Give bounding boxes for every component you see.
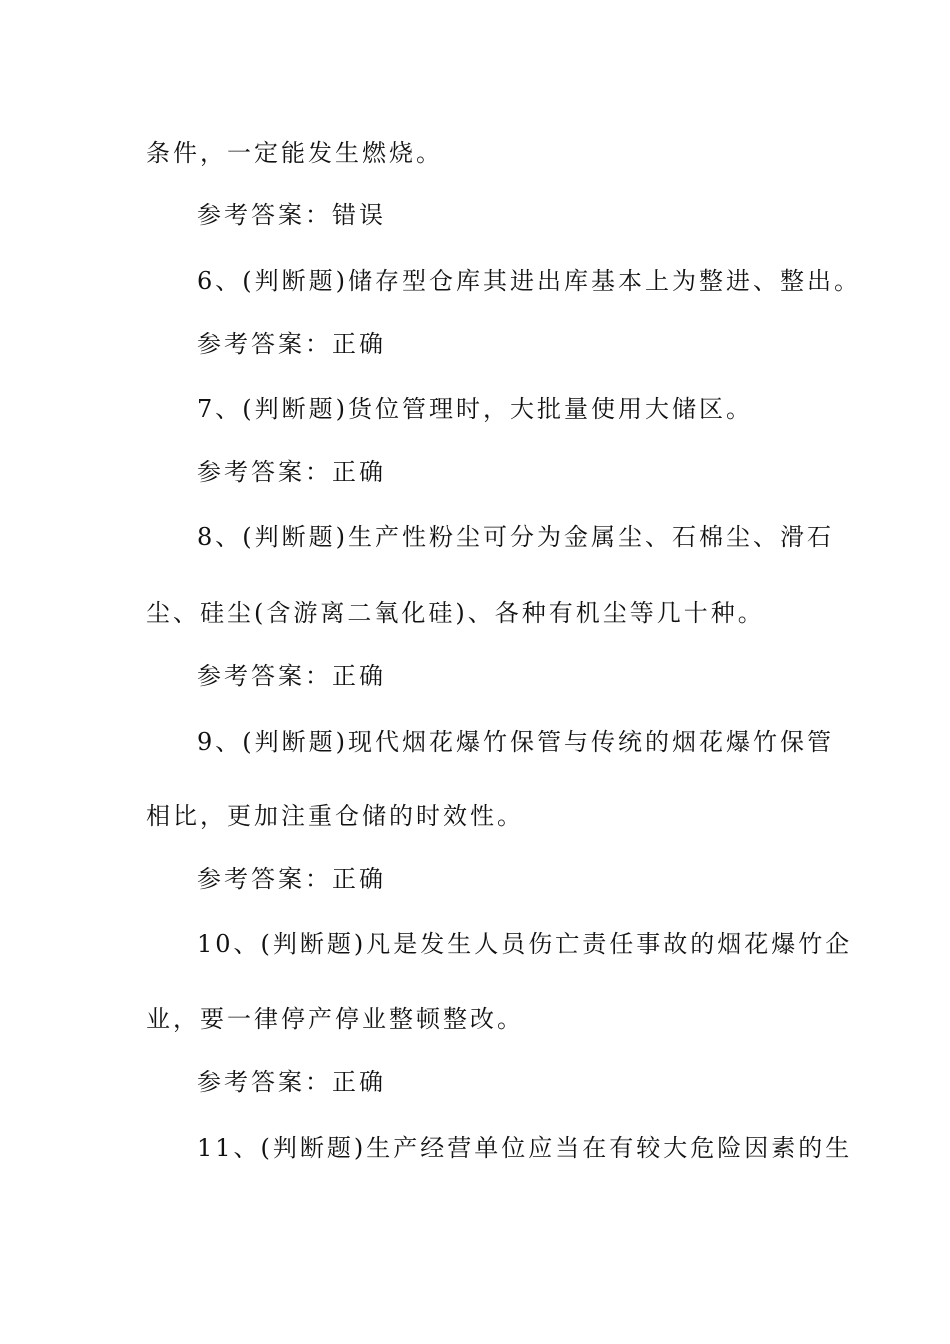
q5-answer: 参考答案：错误 <box>197 201 386 229</box>
q10-text: 10、(判断题)凡是发生人员伤亡责任事故的烟花爆竹企 <box>197 930 853 958</box>
q8-text: 8、(判断题)生产性粉尘可分为金属尘、石棉尘、滑石 <box>197 523 834 551</box>
q9-text-continuation: 相比，更加注重仓储的时效性。 <box>146 802 524 830</box>
q9-text: 9、(判断题)现代烟花爆竹保管与传统的烟花爆竹保管 <box>197 728 834 756</box>
q9-answer: 参考答案：正确 <box>197 865 386 893</box>
q8-answer: 参考答案：正确 <box>197 662 386 690</box>
q7-text: 7、(判断题)货位管理时，大批量使用大储区。 <box>197 395 753 423</box>
q11-text: 11、(判断题)生产经营单位应当在有较大危险因素的生 <box>197 1134 853 1162</box>
q7-answer: 参考答案：正确 <box>197 458 386 486</box>
q6-answer: 参考答案：正确 <box>197 330 386 358</box>
q10-text-continuation: 业，要一律停产停业整顿整改。 <box>146 1005 524 1033</box>
q10-answer: 参考答案：正确 <box>197 1068 386 1096</box>
q6-text: 6、(判断题)储存型仓库其进出库基本上为整进、整出。 <box>197 267 861 295</box>
q8-text-continuation: 尘、硅尘(含游离二氧化硅)、各种有机尘等几十种。 <box>146 599 765 627</box>
q5-text-continuation: 条件，一定能发生燃烧。 <box>146 139 443 167</box>
